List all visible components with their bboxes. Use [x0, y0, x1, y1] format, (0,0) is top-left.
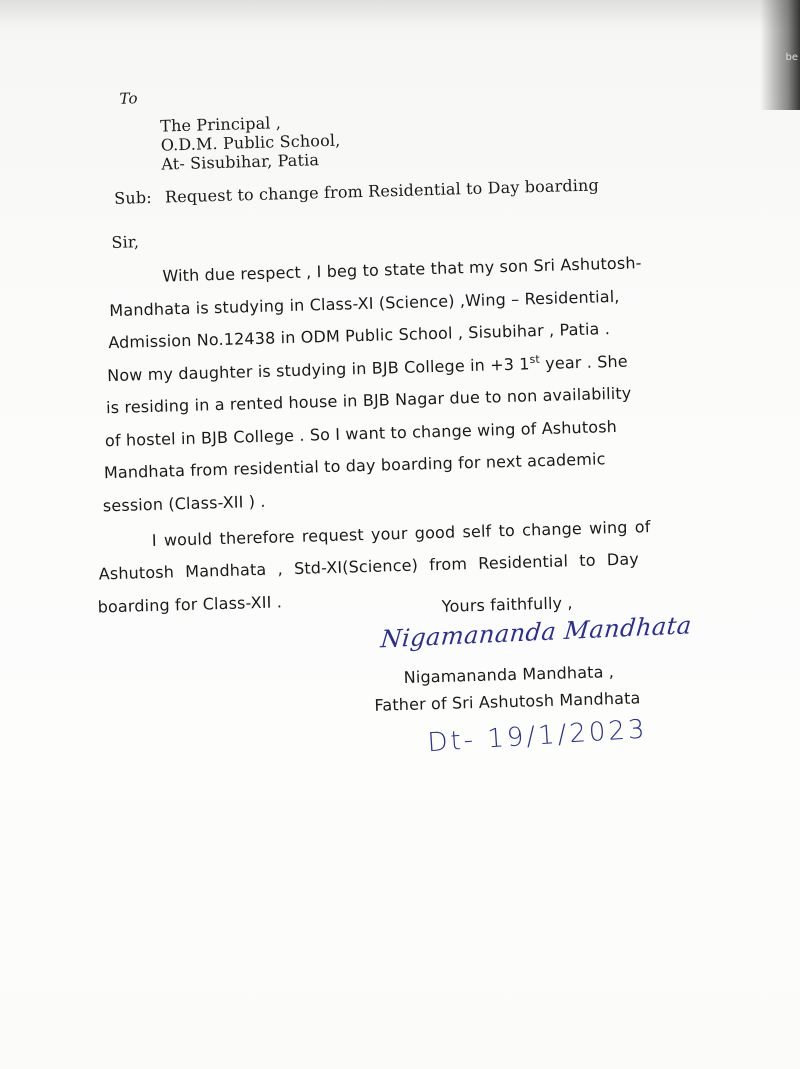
body-p1-line-2: Mandhata is studying in Class-XI (Science) ,Wing – Residential, — [109, 286, 620, 321]
body-p1-line-6: of hostel in BJB College . So I want to change wing of Ashutosh — [104, 416, 618, 451]
body-p1-line-3: Admission No.12438 in ODM Public School , Sisubihar , Patia . — [108, 319, 611, 353]
recipient-line-1: The Principal , — [159, 113, 282, 136]
handwritten-signature: Nigamananda Mandhata — [379, 611, 694, 654]
body-p1-line-7: Mandhata from residential to day boarding for next academic — [103, 449, 606, 483]
body-p1-line-1: With due respect , I beg to state that my son Sri Ashutosh- — [162, 253, 642, 286]
body-p1-line-4 — [107, 352, 628, 386]
salutation: Sir, — [111, 232, 140, 252]
to-label: To — [119, 89, 138, 108]
body-p2-line-2: Ashutosh Mandhata , Std-XI(Science) from Residential to Day — [98, 549, 640, 584]
signer-name: Nigamananda Mandhata , — [403, 662, 615, 687]
body-p1-line-5: is residing in a rented house in BJB Nagar due to non availability — [105, 383, 632, 418]
ordinal-suffix: st — [529, 352, 541, 367]
closing: Yours faithfully , — [441, 593, 573, 616]
recipient-line-2: O.D.M. Public School, — [160, 130, 341, 155]
subject-text: Request to change from Residential to Day boarding — [164, 175, 600, 207]
subject-line — [114, 175, 599, 208]
recipient-line-3: At- Sisubihar, Patia — [161, 150, 320, 174]
subject-label: Sub: — [113, 187, 153, 208]
body-p2-line-1: I would therefore request your good self to change wing of — [151, 517, 651, 550]
edge-text: be — [785, 52, 798, 63]
body-p1-line-4-b: year . She — [539, 351, 629, 374]
signer-relation: Father of Sri Ashutosh Mandhata — [374, 688, 641, 715]
handwritten-date: Dt- 19/1/2023 — [426, 714, 649, 759]
body-p1-line-8: session (Class-XII ) . — [102, 491, 266, 516]
body-p2-line-3: boarding for Class-XII . — [97, 592, 283, 617]
body-p1-line-4-a: Now my daughter is studying in BJB College in +3 1 — [106, 354, 530, 386]
